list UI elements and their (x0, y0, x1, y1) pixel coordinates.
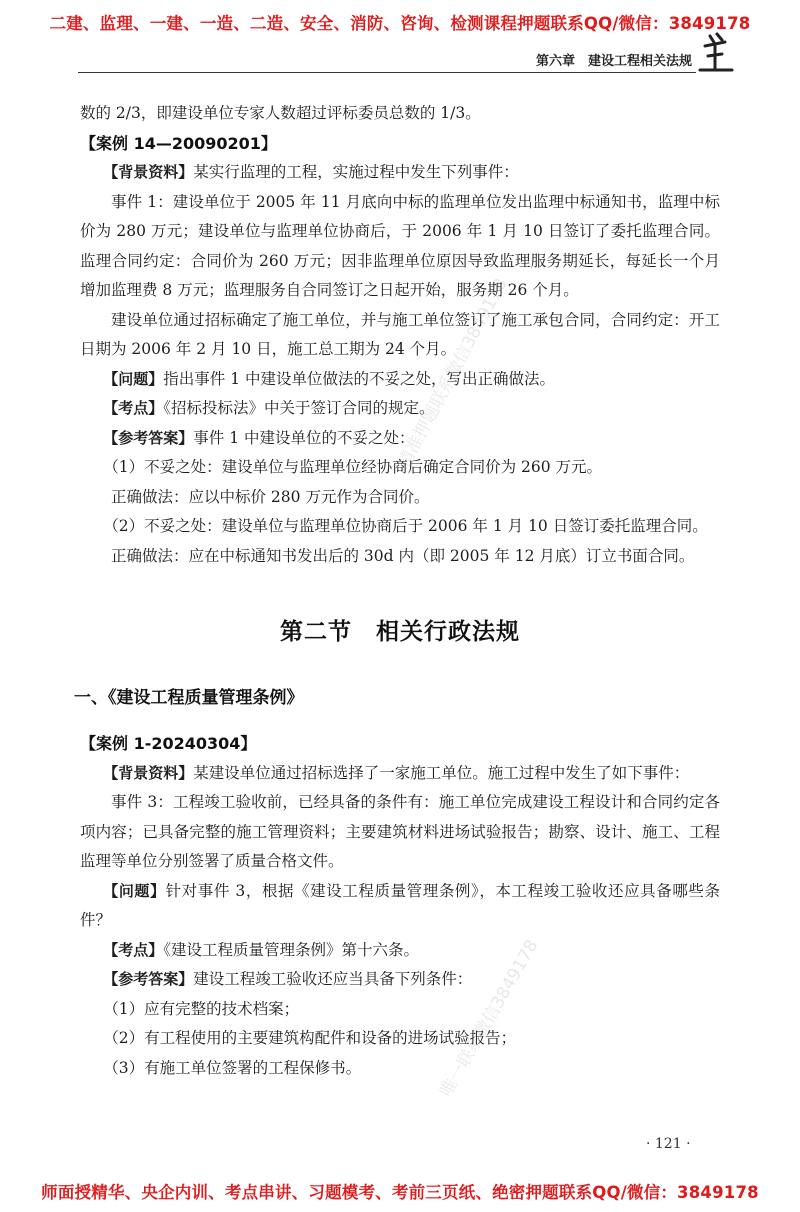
case-14-keypoint (80, 394, 720, 424)
watermark-text: 精准押题联系微信3849178 (394, 275, 512, 472)
answer-tag: 【参考答案】 (103, 428, 194, 447)
case-1-event-3: 事件 3：工程竣工验收前，已经具备的条件有：施工单位完成建设工程设计和合同约定各项内容；已具备完整的施工管理资料；主要建筑材料进场试验报告；勘察、设计、施工、工程监理等单位分别签署了质量合格文件。 (80, 793, 720, 870)
answer-item-1-fix: 正确做法：应以中标价 280 万元作为合同价。 (111, 487, 430, 506)
chapter-ornament-icon (696, 30, 736, 76)
chapter-title: 建设工程相关法规 (587, 54, 692, 69)
header-rule (78, 72, 696, 73)
question-tag: 【问题】 (103, 369, 164, 388)
carry-over-paragraph: 数的 2/3，即建设单位专家人数超过评标委员总数的 1/3。 (80, 104, 481, 122)
case-14-background (80, 158, 720, 188)
case-1-keypoint (80, 936, 720, 966)
answer-item-1: （1）不妥之处：建设单位与监理单位经协商后确定合同价为 260 万元。 (103, 458, 603, 476)
page-content (74, 99, 720, 1083)
background-tag: 【背景资料】 (103, 763, 194, 782)
background-text: 某建设单位通过招标选择了一家施工单位。施工过程中发生了如下事件： (193, 763, 690, 782)
answer-item-1: （1）应有完整的技术档案； (103, 999, 300, 1018)
case-1-title: 【案例 1-20240304】 (80, 734, 257, 753)
question-tag: 【问题】 (103, 881, 166, 900)
running-head (536, 50, 692, 69)
promo-banner-top: 二建、监理、一建、一造、二造、安全、消防、咨询、检测课程押题联系QQ/微信：3849178 (49, 14, 751, 33)
case-1-background (80, 759, 720, 789)
case-14-contract: 建设单位通过招标确定了施工单位，并与施工单位签订了施工承包合同，合同约定：开工日期为 2006 年 2 月 10 日，施工总工期为 24 个月。 (80, 310, 720, 358)
answer-text: 建设工程竣工验收还应当具备下列条件： (193, 970, 473, 988)
page-number: · 121 · (646, 1136, 691, 1152)
case-14-question (80, 365, 720, 395)
subsection-title: 一、《建设工程质量管理条例》 (74, 688, 304, 708)
case-14-answer (80, 424, 720, 454)
answer-text: 事件 1 中建设单位的不妥之处： (193, 428, 415, 447)
answer-item-2: （2）不妥之处：建设单位与监理单位协商后于 2006 年 1 月 10 日签订委托监理合同。 (103, 517, 708, 535)
keypoint-tag: 【考点】 (103, 399, 164, 417)
chapter-label: 第六章 (535, 54, 575, 69)
keypoint-text: 《建设工程质量管理条例》第十六条。 (163, 940, 420, 959)
answer-tag: 【参考答案】 (103, 970, 194, 988)
keypoint-tag: 【考点】 (103, 940, 164, 959)
answer-item-2-fix: 正确做法：应在中标通知书发出后的 30d 内（即 2005 年 12 月底）订立书面合同。 (111, 546, 695, 565)
answer-item-2: （2）有工程使用的主要建筑构配件和设备的进场试验报告； (103, 1029, 517, 1047)
case-1-answer (80, 965, 720, 995)
answer-item-3: （3）有施工单位签署的工程保修书。 (103, 1058, 362, 1077)
case-1-question (80, 877, 720, 936)
case-14-title: 【案例 14—20090201】 (80, 133, 277, 153)
background-text: 某实行监理的工程，实施过程中发生下列事件： (193, 163, 519, 181)
promo-banner-bottom: 师面授精华、央企内训、考点串讲、习题模考、考前三页纸、绝密押题联系QQ/微信：3849178 (41, 1183, 759, 1202)
keypoint-text: 《招标投标法》中关于签订合同的规定。 (163, 399, 435, 417)
case-14-event-1: 事件 1：建设单位于 2005 年 11 月底向中标的监理单位发出监理中标通知书，监理中标价为 280 万元；建设单位与监理单位协商后，于 2006 年 1 月 10 日签订了委托监理合同。监理合同约定：合同价为 260 万元；因非监理单位原因导致监理服务期延长，每延长一个月增加监理费 8 万元；监理服务自合同签订之日起开始，服务期 26 个月。 (80, 192, 720, 299)
background-tag: 【背景资料】 (103, 163, 194, 181)
section-title: 第二节 相关行政法规 (280, 619, 520, 645)
question-text: 针对事件 3，根据《建设工程质量管理条例》，本工程竣工验收还应具备哪些条件？ (80, 881, 720, 929)
question-text: 指出事件 1 中建设单位做法的不妥之处，写出正确做法。 (163, 369, 555, 388)
watermark-text: 唯一联系微信3849178 (436, 936, 543, 1101)
